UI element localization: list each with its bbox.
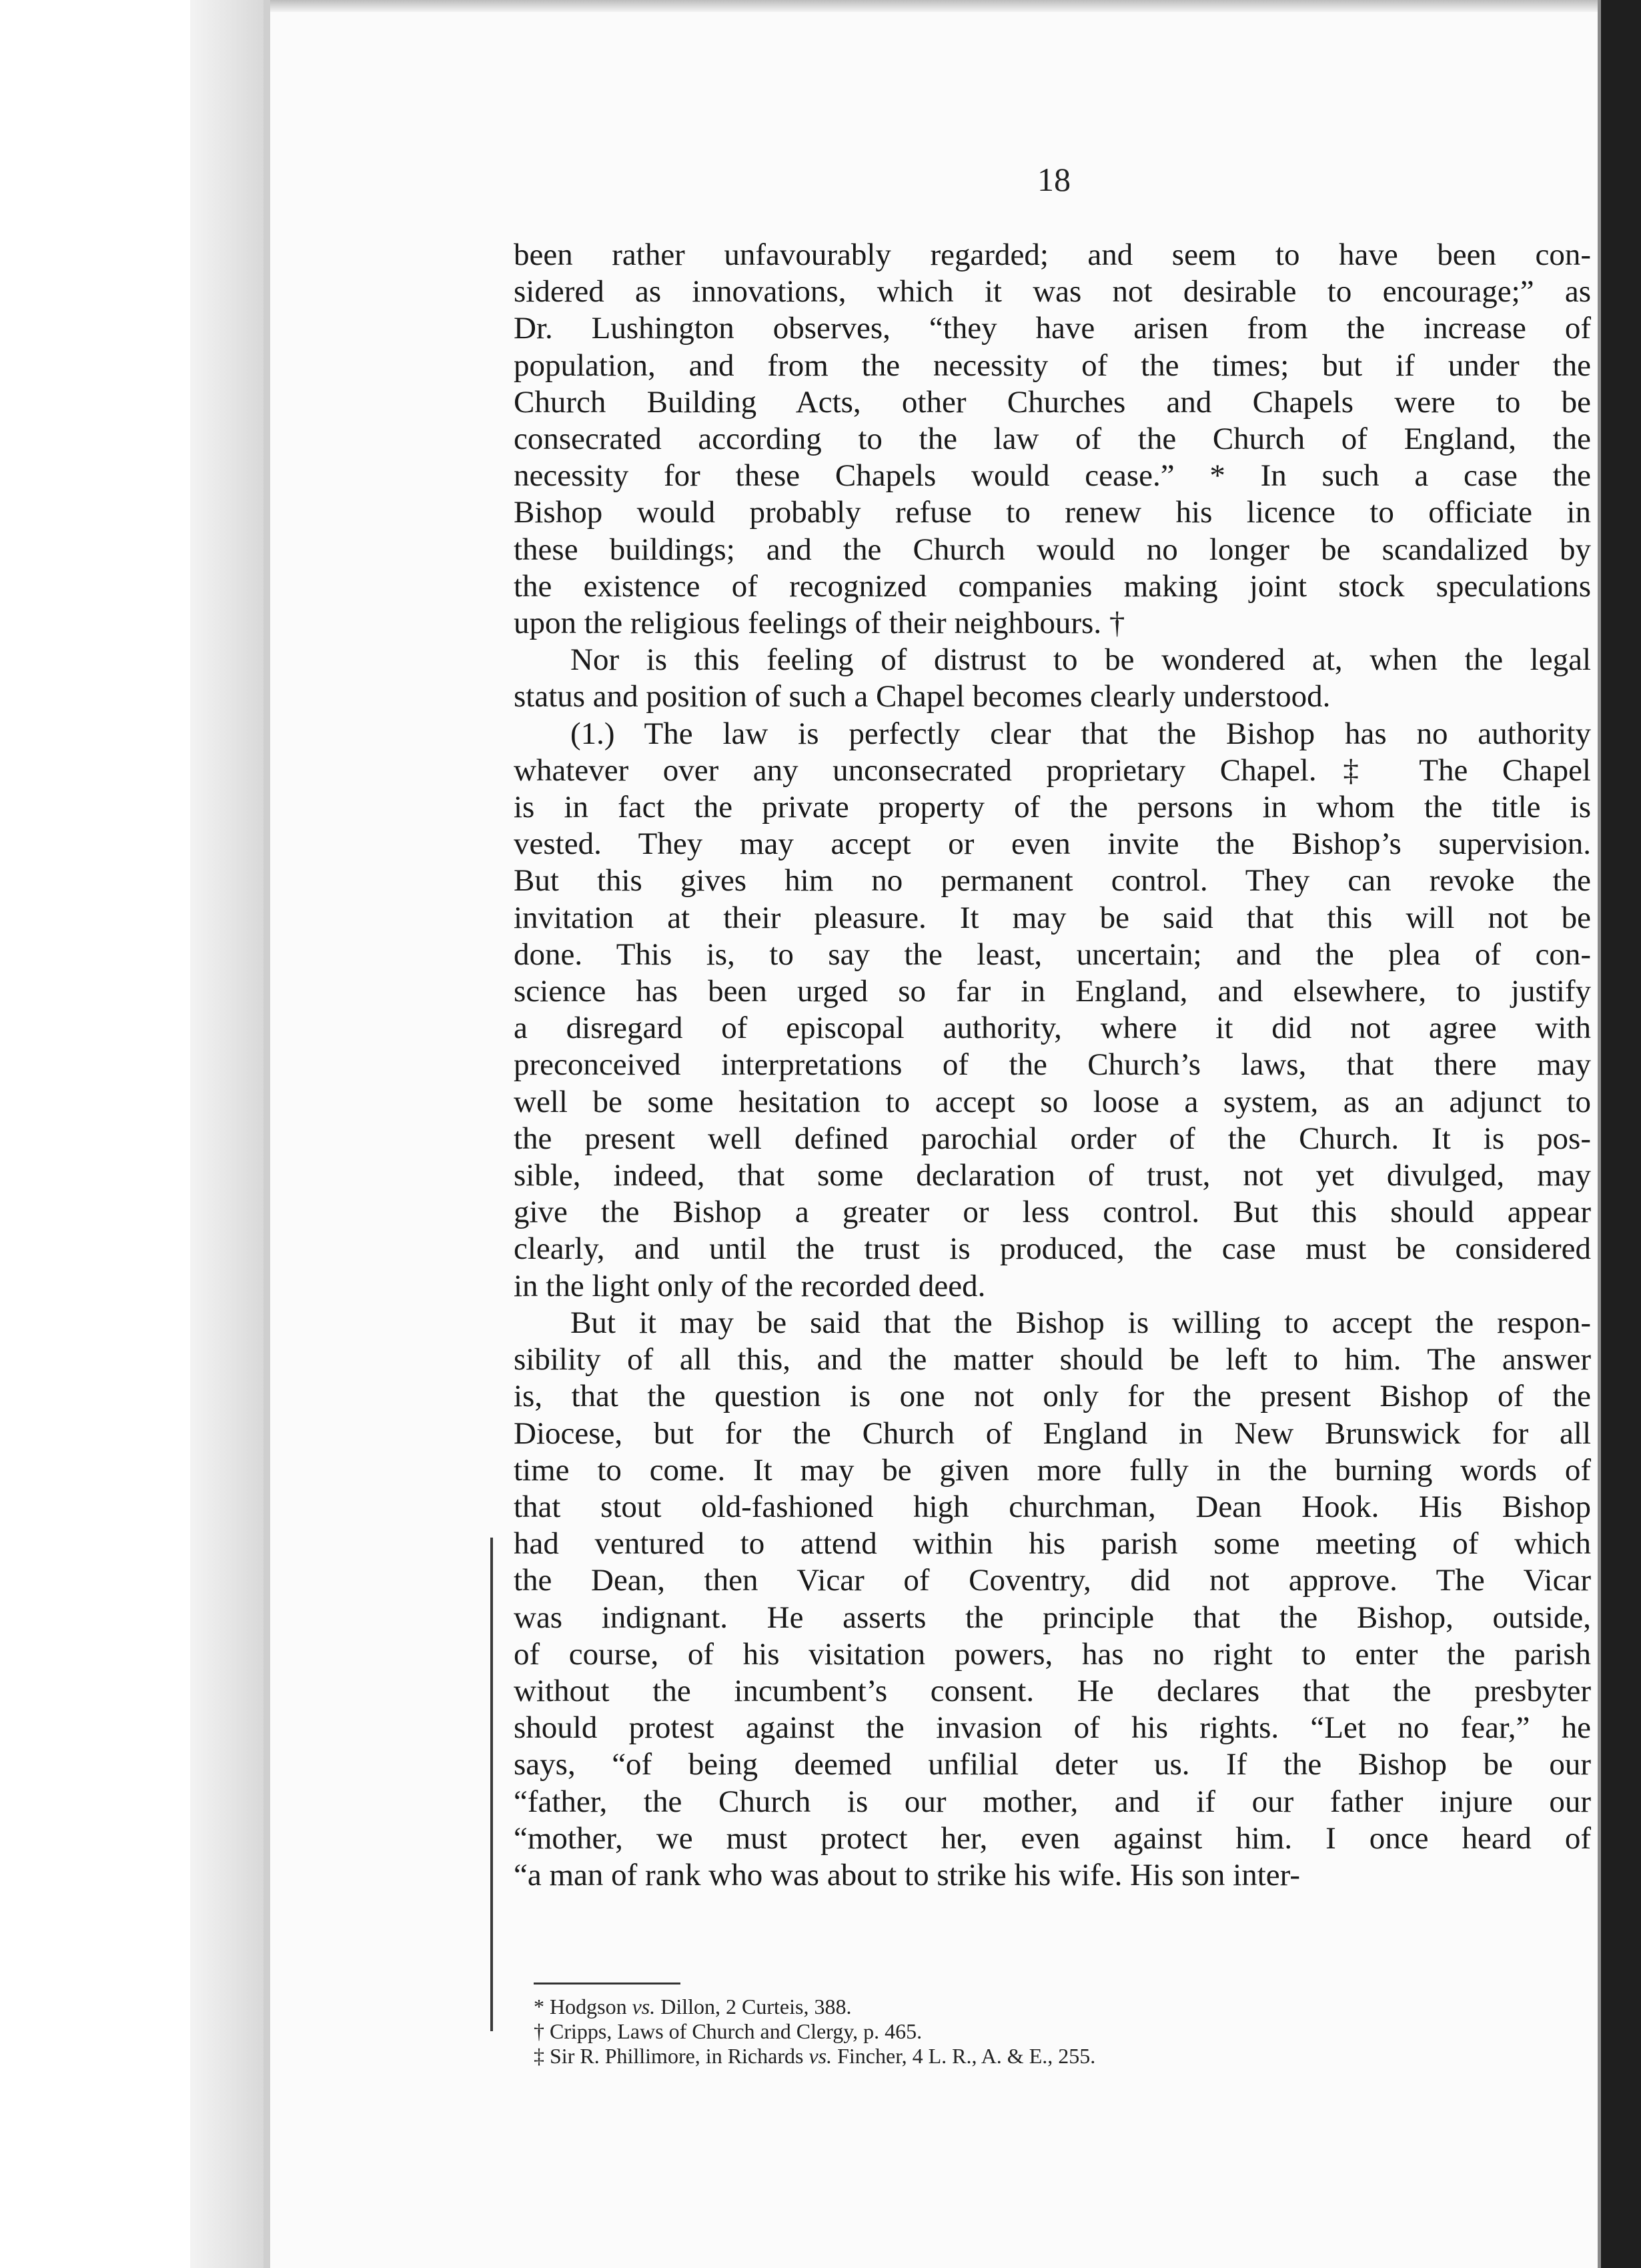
text-line: says, “of being deemed unfilial deter us. If the Bishop be our xyxy=(514,1747,1591,1782)
top-scan-edge xyxy=(270,0,1598,12)
text-line: time to come. It may be given more fully in the burning words of xyxy=(514,1452,1591,1488)
text-line: population, and from the necessity of the times; but if under the xyxy=(514,348,1591,383)
footnote xyxy=(534,2019,1534,2044)
text-line: clearly, and until the trust is produced, the case must be considered xyxy=(514,1231,1591,1267)
footnote-mark: ‡ xyxy=(534,2044,544,2068)
text-line: been rather unfavourably regarded; and seem to have been con- xyxy=(514,237,1591,272)
text-line: that stout old-fashioned high churchman, Dean Hook. His Bishop xyxy=(514,1489,1591,1524)
text-line: is in fact the private property of the persons in whom the title is xyxy=(514,790,1591,825)
text-line: these buildings; and the Church would no longer be scandalized by xyxy=(514,532,1591,567)
footnote-text: Sir R. Phillimore, in Richards xyxy=(550,2044,809,2068)
text-line: the present well defined parochial order of the Church. It is pos- xyxy=(514,1121,1591,1156)
text-line: Dr. Lushington observes, “they have arisen from the increase of xyxy=(514,311,1591,346)
text-line: should protest against the invasion of his rights. “Let no fear,” he xyxy=(514,1710,1591,1746)
text-line: Diocese, but for the Church of England in New Brunswick for all xyxy=(514,1415,1591,1451)
previous-page-edge xyxy=(190,0,270,2268)
paragraph xyxy=(514,237,1591,642)
text-line: sible, indeed, that some declaration of trust, not yet divulged, may xyxy=(514,1158,1591,1193)
text-line: done. This is, to say the least, uncertain; and the plea of con- xyxy=(514,937,1591,972)
footnote-divider xyxy=(534,1982,680,1985)
text-line: give the Bishop a greater or less control. But this should appear xyxy=(514,1195,1591,1230)
text-line: science has been urged so far in England, and elsewhere, to justify xyxy=(514,974,1591,1009)
text-line: Church Building Acts, other Churches and Chapels were to be xyxy=(514,384,1591,420)
text-line: in the light only of the recorded deed. xyxy=(514,1268,986,1303)
text-line: preconceived interpretations of the Church’s laws, that there may xyxy=(514,1047,1591,1083)
text-line: a disregard of episcopal authority, where it did not agree with xyxy=(514,1011,1591,1046)
footnote-mark: † xyxy=(534,2019,544,2043)
paragraph xyxy=(514,642,1591,715)
text-line: had ventured to attend within his parish some meeting of which xyxy=(514,1526,1591,1562)
text-line: Nor is this feeling of distrust to be wondered at, when the legal xyxy=(570,642,1591,678)
text-line: Bishop would probably refuse to renew his licence to officiate in xyxy=(514,495,1591,530)
text-line: consecrated according to the law of the Church of England, the xyxy=(514,422,1591,457)
page-fold-shadow xyxy=(263,0,270,2268)
text-line: the existence of recognized companies making joint stock speculations xyxy=(514,568,1591,604)
body-text xyxy=(514,237,1591,1894)
paragraph xyxy=(514,716,1591,1305)
text-line: invitation at their pleasure. It may be said that this will not be xyxy=(514,900,1591,935)
footnote-text: Hodgson xyxy=(550,1995,632,2019)
text-line: But it may be said that the Bishop is willing to accept the respon- xyxy=(570,1305,1591,1340)
text-line: the Dean, then Vicar of Coventry, did not approve. The Vicar xyxy=(514,1563,1591,1598)
text-line: “mother, we must protect her, even against him. I once heard of xyxy=(514,1820,1591,1856)
paragraph xyxy=(514,1305,1591,1894)
footnote-text: Cripps, Laws of Church and Clergy, p. 465. xyxy=(550,2019,923,2043)
text-line: status and position of such a Chapel becomes clearly understood. xyxy=(514,679,1331,714)
text-line: whatever over any unconsecrated proprietary Chapel.‡ The Chapel xyxy=(514,752,1591,788)
text-line: vested. They may accept or even invite the Bishop’s supervision. xyxy=(514,826,1591,862)
footnote-text-end: Dillon, 2 Curteis, 388. xyxy=(655,1995,852,2019)
margin-annotation-line xyxy=(490,1538,493,2031)
footnote-text-end: Fincher, 4 L. R., A. & E., 255. xyxy=(832,2044,1096,2068)
footnote xyxy=(534,1995,1534,2019)
text-line: was indignant. He asserts the principle that the Bishop, outside, xyxy=(514,1600,1591,1635)
text-line: “father, the Church is our mother, and if our father injure our xyxy=(514,1784,1591,1819)
text-line: (1.) The law is perfectly clear that the Bishop has no authority xyxy=(570,716,1591,751)
footnote xyxy=(534,2044,1534,2069)
text-line: of course, of his visitation powers, has no right to enter the parish xyxy=(514,1636,1591,1672)
text-line: necessity for these Chapels would cease.” * In such a case the xyxy=(514,458,1591,494)
text-line: sibility of all this, and the matter should be left to him. The answer xyxy=(514,1342,1591,1377)
footnotes xyxy=(534,1995,1534,2069)
right-scan-border xyxy=(1601,0,1641,2268)
text-line: upon the religious feelings of their neighbours. † xyxy=(514,606,1125,641)
text-line: But this gives him no permanent control. They can revoke the xyxy=(514,863,1591,899)
footnote-mark: * xyxy=(534,1995,544,2019)
text-line: is, that the question is one not only for the present Bishop of the xyxy=(514,1379,1591,1414)
page-number: 18 xyxy=(1037,161,1071,198)
text-line: “a man of rank who was about to strike his wife. His son inter- xyxy=(514,1857,1301,1892)
footnote-italic: vs. xyxy=(808,2044,833,2068)
text-line: well be some hesitation to accept so loose a system, as an adjunct to xyxy=(514,1084,1591,1119)
text-line: without the incumbent’s consent. He declares that the presbyter xyxy=(514,1673,1591,1708)
text-line: sidered as innovations, which it was not desirable to encourage;” as xyxy=(514,274,1591,310)
footnote-italic: vs. xyxy=(632,1995,656,2019)
